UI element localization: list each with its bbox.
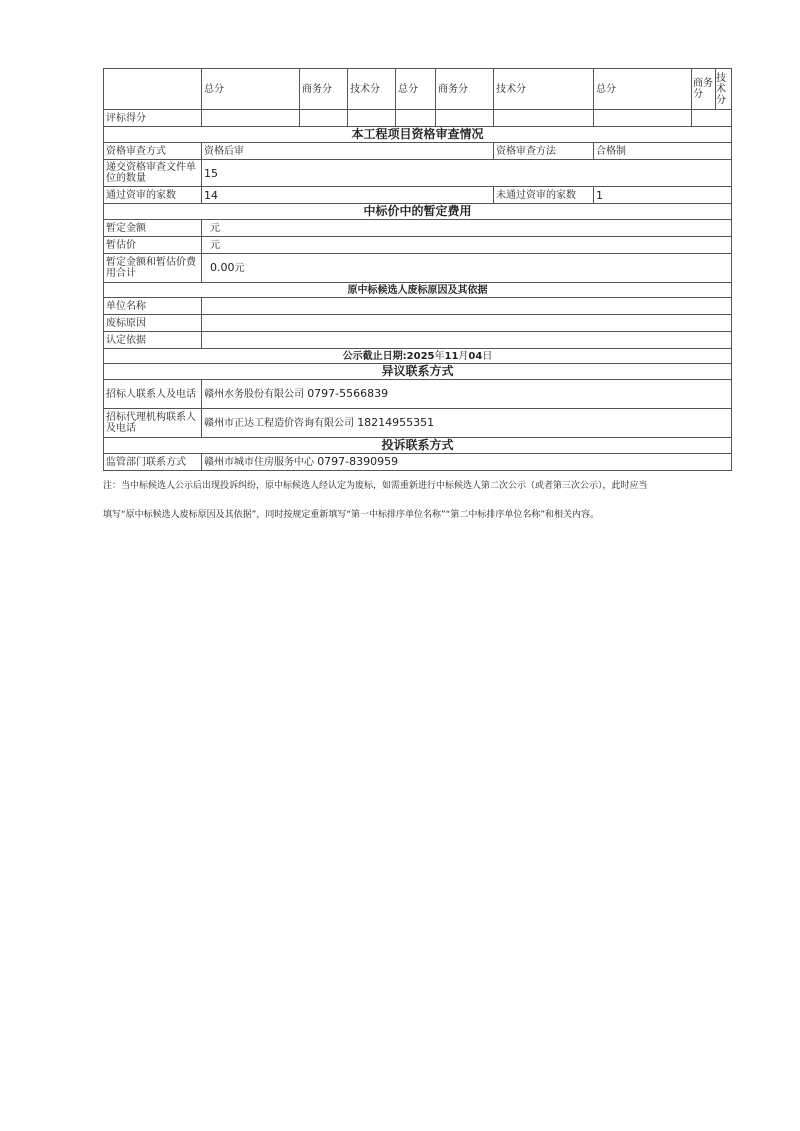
qualification-title-row xyxy=(104,127,732,143)
provisional-fixed-row xyxy=(104,220,732,237)
score-row xyxy=(104,110,732,127)
disqualified-reason-value xyxy=(202,315,732,332)
provisional-total-unit: 元 xyxy=(234,263,245,274)
score-header-cell: 技术分 xyxy=(494,69,594,110)
objection-agent-name: 赣州市正达工程造价咨询有限公司 xyxy=(204,418,354,429)
disqualified-unit-value xyxy=(202,298,732,315)
score-header-cell: 技术分 xyxy=(348,69,396,110)
qualification-submitted-label: 递交资格审查文件单位的数量 xyxy=(104,160,202,187)
qualification-method-row xyxy=(104,143,732,160)
deadline-day: 04 xyxy=(468,350,483,362)
provisional-fixed-label: 暂定金额 xyxy=(104,220,202,237)
disqualified-basis-row xyxy=(104,332,732,349)
qualification-submitted-value: 15 xyxy=(202,160,732,187)
qualification-approach-label: 资格审查方法 xyxy=(494,143,594,160)
score-cell xyxy=(494,110,594,127)
disqualified-unit-row xyxy=(104,298,732,315)
score-cell xyxy=(348,110,396,127)
document-body xyxy=(103,68,731,471)
objection-title-row xyxy=(104,364,732,380)
score-header-cell: 商务分 xyxy=(436,69,494,110)
provisional-estimate-row xyxy=(104,237,732,254)
complaint-dept-phone: 0797-8390959 xyxy=(317,455,399,468)
objection-tenderer-name: 赣州水务股份有限公司 xyxy=(204,389,304,400)
deadline-row xyxy=(104,349,732,364)
deadline-day-unit: 日 xyxy=(482,350,493,362)
qualification-method-value: 资格后审 xyxy=(202,143,494,160)
qualification-failed-value: 1 xyxy=(594,187,732,204)
objection-agent-phone: 18214955351 xyxy=(357,416,435,429)
score-header-cell: 商务分 xyxy=(692,69,716,110)
qualification-method-label: 资格审查方式 xyxy=(104,143,202,160)
qualification-passed-label: 通过资审的家数 xyxy=(104,187,202,204)
qualification-title: 本工程项目资格审查情况 xyxy=(104,127,732,143)
complaint-title-row xyxy=(104,438,732,454)
provisional-title-row xyxy=(104,204,732,220)
footnote-line-2: 填写“原中标候选人废标原因及其依据”，同时按规定重新填写“第一中标排序单位名称”“第二中标排序单位名称”和相关内容。 xyxy=(103,510,599,520)
disqualified-unit-label: 单位名称 xyxy=(104,298,202,315)
score-cell xyxy=(594,110,692,127)
score-cell xyxy=(202,110,300,127)
complaint-dept-name: 赣州市城市住房服务中心 xyxy=(204,457,314,468)
complaint-dept-label: 监管部门联系方式 xyxy=(104,454,202,471)
provisional-total-value xyxy=(202,254,732,283)
score-header-cell: 商务分 xyxy=(300,69,348,110)
qualification-approach-value: 合格制 xyxy=(594,143,732,160)
score-header-cell: 总分 xyxy=(202,69,300,110)
score-row-label: 评标得分 xyxy=(104,110,202,127)
objection-tenderer-value xyxy=(202,380,732,409)
score-header-cell: 总分 xyxy=(396,69,436,110)
provisional-fixed-value: 元 xyxy=(202,220,732,237)
provisional-title: 中标价中的暂定费用 xyxy=(104,204,732,220)
disqualified-reason-label: 废标原因 xyxy=(104,315,202,332)
deadline-year: 2025 xyxy=(406,350,435,362)
footnote xyxy=(103,472,733,530)
qualification-failed-label: 未通过资审的家数 xyxy=(494,187,594,204)
score-header-cell: 总分 xyxy=(594,69,692,110)
deadline xyxy=(104,349,732,364)
objection-agent-label: 招标代理机构联系人及电话 xyxy=(104,409,202,438)
score-header-cell: 技术分 xyxy=(716,69,732,110)
footnote-line-1: 注：当中标候选人公示后出现投诉纠纷，原中标候选人经认定为废标，如需重新进行中标候选人第二次公示（或者第三次公示），此时应当 xyxy=(103,481,648,491)
score-cell xyxy=(300,110,348,127)
qualification-passed-value: 14 xyxy=(202,187,494,204)
provisional-estimate-value: 元 xyxy=(202,237,732,254)
deadline-prefix: 公示截止日期: xyxy=(342,350,407,362)
disqualified-title-row xyxy=(104,283,732,298)
deadline-year-unit: 年 xyxy=(434,350,445,362)
complaint-dept-row xyxy=(104,454,732,471)
deadline-month: 11 xyxy=(444,350,459,362)
qualification-submitted-row xyxy=(104,160,732,187)
score-cell xyxy=(692,110,732,127)
objection-tenderer-phone: 0797-5566839 xyxy=(307,387,389,400)
objection-agent-value xyxy=(202,409,732,438)
disqualified-reason-row xyxy=(104,315,732,332)
provisional-total-row xyxy=(104,254,732,283)
score-cell xyxy=(396,110,436,127)
qualification-passed-row xyxy=(104,187,732,204)
complaint-title: 投诉联系方式 xyxy=(104,438,732,454)
score-cell xyxy=(436,110,494,127)
score-header-blank xyxy=(104,69,202,110)
objection-title: 异议联系方式 xyxy=(104,364,732,380)
tender-result-table xyxy=(103,68,732,471)
provisional-total-label: 暂定金额和暂估价费用合计 xyxy=(104,254,202,283)
provisional-total-number: 0.00 xyxy=(210,261,235,274)
disqualified-basis-value xyxy=(202,332,732,349)
disqualified-basis-label: 认定依据 xyxy=(104,332,202,349)
objection-tenderer-label: 招标人联系人及电话 xyxy=(104,380,202,409)
objection-agent-row xyxy=(104,409,732,438)
score-header-row xyxy=(104,69,732,110)
provisional-estimate-label: 暂估价 xyxy=(104,237,202,254)
disqualified-title: 原中标候选人废标原因及其依据 xyxy=(104,283,732,298)
complaint-dept-value xyxy=(202,454,732,471)
deadline-month-unit: 月 xyxy=(458,350,469,362)
objection-tenderer-row xyxy=(104,380,732,409)
